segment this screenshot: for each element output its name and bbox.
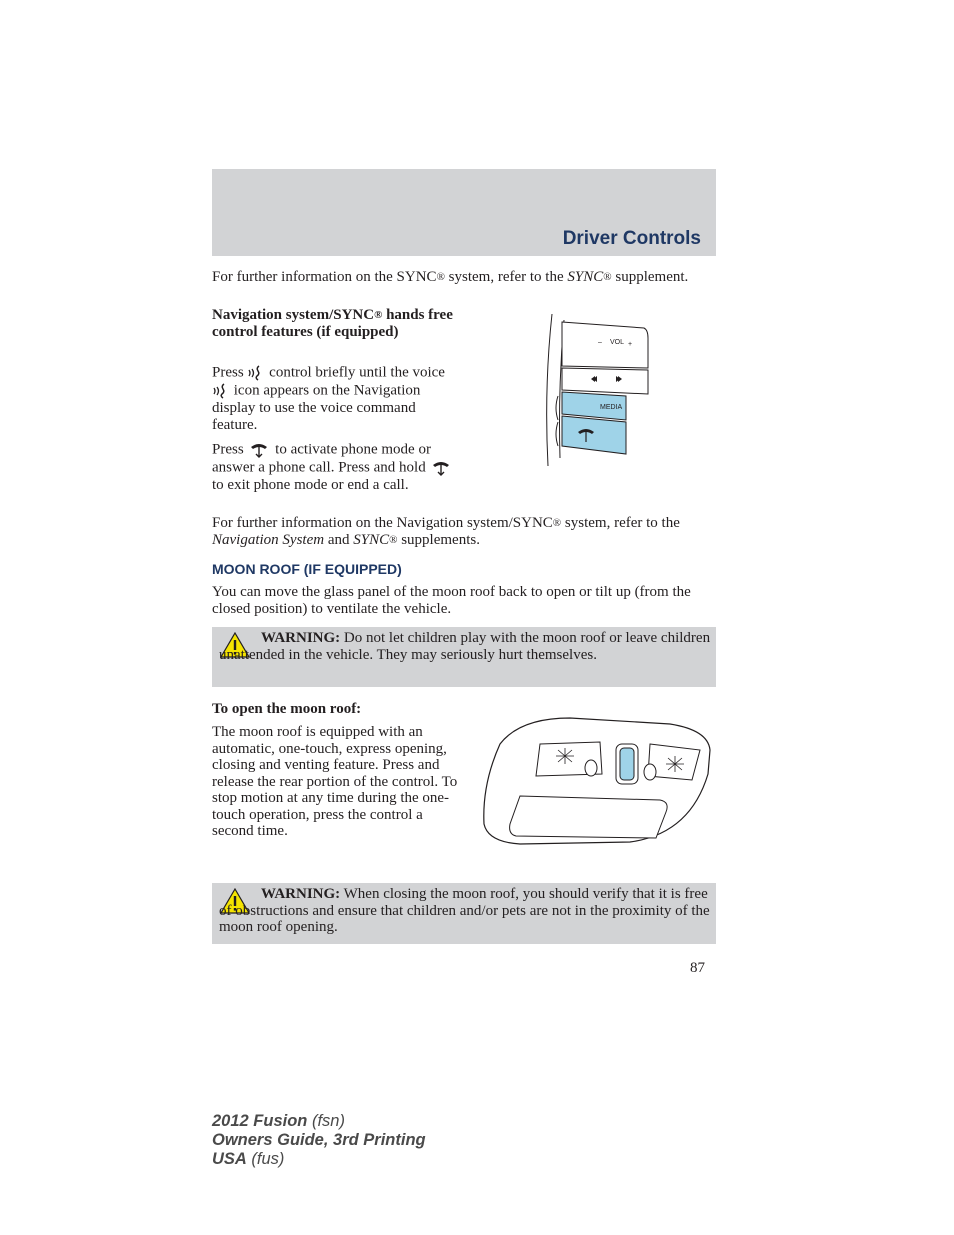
open-heading: To open the moon roof:	[212, 701, 362, 717]
footer-line: 2012 Fusion (fsn)	[212, 1112, 345, 1130]
nav-more-info: For further information on the Navigation system/SYNC® system, refer to the Navigation System and SYNC® supplements.	[212, 515, 680, 548]
vol-minus-label: –	[598, 339, 602, 346]
open-paragraph: The moon roof is equipped with an automatic, one-touch, express opening, closing and venting feature. Press and release the rear portion of the control. To stop motion at any time during the one-touch operation, press the control a second time.	[212, 724, 458, 839]
page-number: 87	[690, 960, 705, 976]
map-light-icon	[666, 756, 684, 772]
footer-line: USA (fus)	[212, 1150, 285, 1168]
map-light-icon	[556, 748, 574, 764]
phone-icon	[247, 441, 271, 459]
media-label: MEDIA	[600, 404, 623, 411]
phone-paragraph: Press to activate phone mode or answer a phone call. Press and hold to exit phone mode or end a call.	[212, 441, 464, 494]
moonroof-intro: You can move the glass panel of the moon roof back to open or tilt up (from the closed position) to ventilate the vehicle.	[212, 584, 691, 617]
nav-heading: Navigation system/SYNC® hands free control features (if equipped)	[212, 307, 453, 340]
vol-label: VOL	[610, 339, 625, 346]
warning-box	[212, 883, 716, 944]
voice-paragraph: Press control briefly until the voice icon appears on the Navigation display to use the voice command feature.	[212, 364, 445, 433]
moonroof-heading: MOON ROOF (IF EQUIPPED)	[212, 561, 402, 577]
footer-line: Owners Guide, 3rd Printing	[212, 1131, 426, 1149]
document-footer	[212, 1112, 426, 1169]
section-title: Driver Controls	[562, 228, 701, 249]
steering-controls-figure	[540, 308, 660, 470]
voice-icon	[247, 364, 265, 382]
intro-paragraph: For further information on the SYNC® system, refer to the SYNC® supplement.	[212, 269, 689, 285]
moonroof-control-button	[620, 748, 634, 780]
section-header	[212, 169, 716, 256]
voice-icon	[212, 382, 230, 400]
overhead-console-figure	[480, 714, 714, 848]
warning-text: WARNING: Do not let children play with the moon roof or leave children unattended in the vehicle. They may seriously hurt themselves.	[219, 630, 711, 663]
phone-icon	[429, 459, 453, 477]
vol-plus-label: +	[628, 341, 633, 348]
warning-box	[212, 627, 716, 687]
warning-text: WARNING: When closing the moon roof, you should verify that it is free of obstructions and ensure that children and/or pets are not in the proximity of the moon roof opening.	[219, 886, 710, 935]
